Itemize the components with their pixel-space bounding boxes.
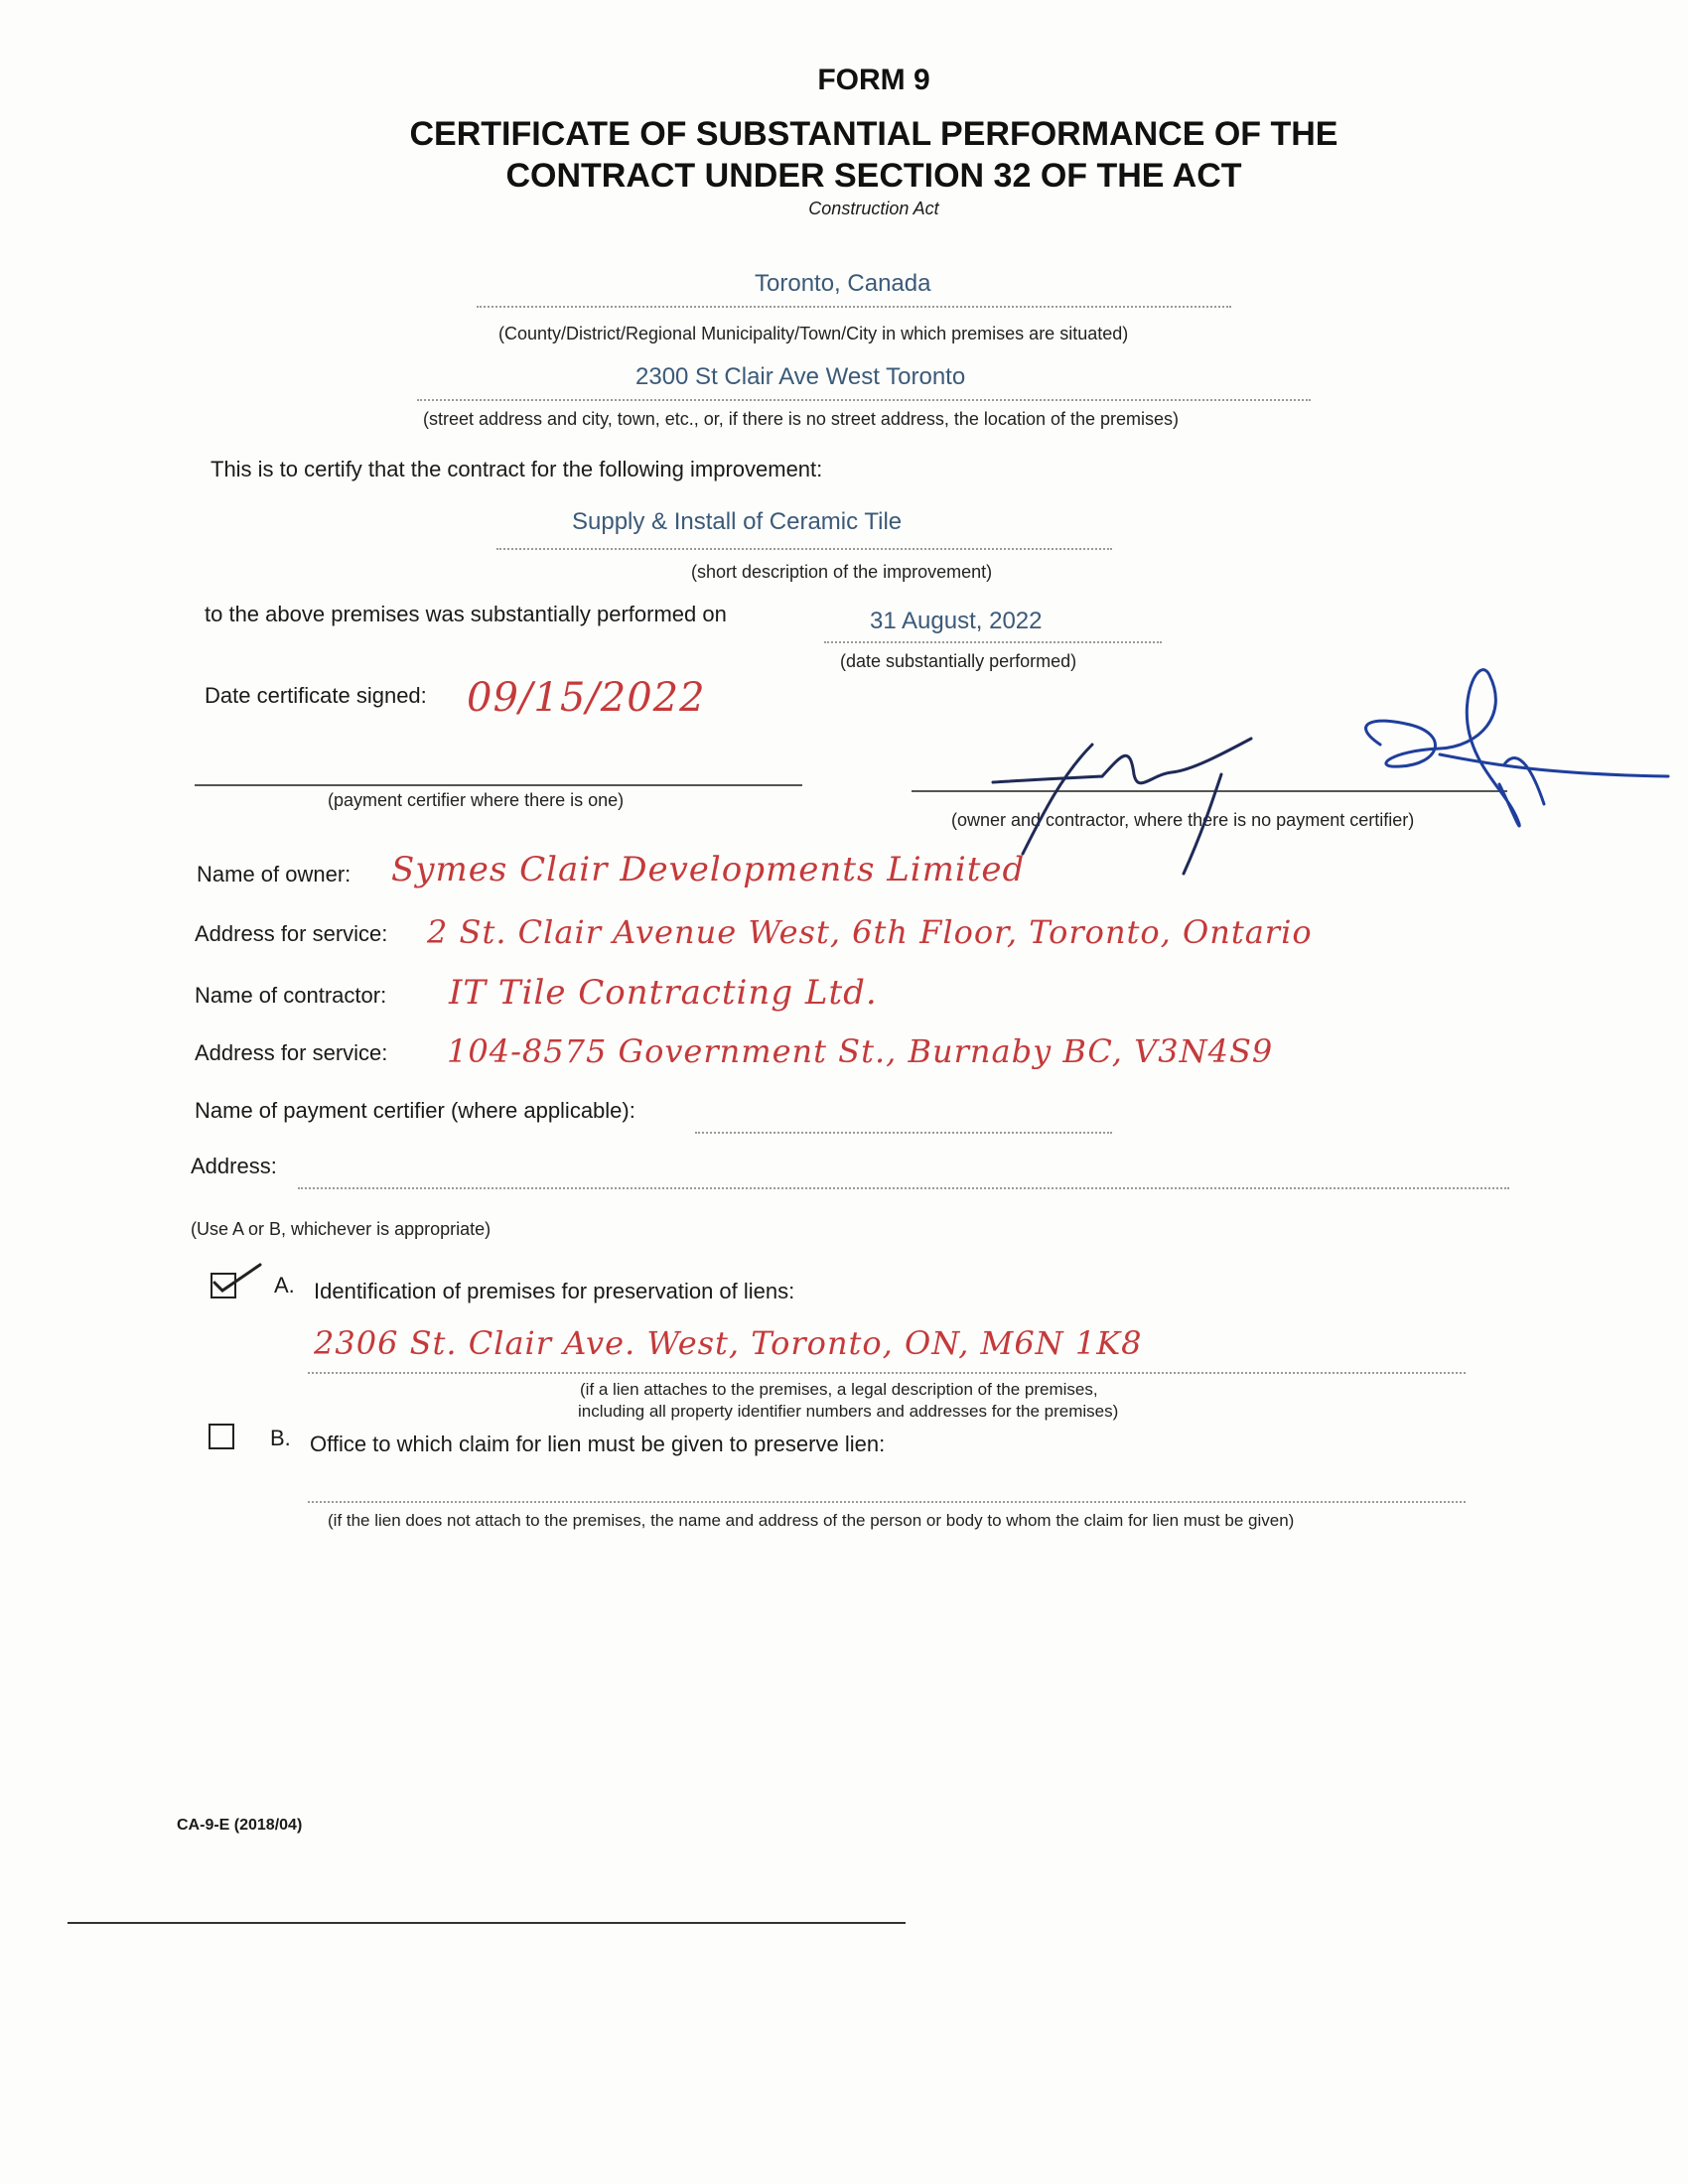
owner-name-label: Name of owner:: [197, 862, 352, 887]
contractor-address-value: 104-8575 Government St., Burnaby BC, V3N4S9: [447, 1032, 1274, 1070]
form-title-line-1: CERTIFICATE OF SUBSTANTIAL PERFORMANCE OF THE: [409, 115, 1338, 153]
performed-label: to the above premises was substantially performed on: [205, 602, 727, 626]
form-code: CA-9-E (2018/04): [177, 1817, 303, 1834]
option-a-line: [308, 1372, 1466, 1374]
street-address-line: [417, 399, 1311, 401]
option-a-caption-1: (if a lien attaches to the premises, a legal description of the premises,: [580, 1380, 1098, 1399]
certifier-signature-line: [195, 784, 802, 786]
option-a-label: Identification of premises for preservation of liens:: [314, 1279, 795, 1303]
certifier-signature-caption: (payment certifier where there is one): [328, 790, 625, 810]
option-a-letter: A.: [274, 1273, 295, 1297]
contractor-name-value: IT Tile Contracting Ltd.: [449, 973, 878, 1013]
improvement-description: Supply & Install of Ceramic Tile: [572, 508, 903, 535]
check-mark-icon: [211, 1259, 266, 1300]
street-address-caption: (street address and city, town, etc., or, if there is no street address, the location of the premises): [423, 409, 1180, 429]
contractor-signature: [1291, 655, 1688, 854]
form-number: FORM 9: [817, 64, 930, 96]
municipality-line: [477, 306, 1231, 308]
performed-date-caption: (date substantially performed): [840, 651, 1077, 671]
option-b-caption: (if the lien does not attach to the premises, the name and address of the person or body to whom the claim for lien must be given): [328, 1511, 1295, 1530]
municipality-caption: (County/District/Regional Municipality/Town/City in which premises are situated): [498, 324, 1129, 343]
improvement-line: [496, 548, 1112, 550]
performed-date: 31 August, 2022: [870, 608, 1043, 634]
payment-certifier-address-line: [298, 1187, 1509, 1189]
improvement-caption: (short description of the improvement): [691, 562, 993, 582]
signed-date-value: 09/15/2022: [467, 675, 706, 721]
street-address-value: 2300 St Clair Ave West Toronto: [635, 363, 966, 390]
owner-signature-caption: (owner and contractor, where there is no payment certifier): [951, 810, 1415, 830]
contractor-name-label: Name of contractor:: [195, 983, 387, 1008]
certify-intro: This is to certify that the contract for the following improvement:: [211, 457, 823, 481]
owner-name-value: Symes Clair Developments Limited: [391, 850, 1026, 889]
option-b-label: Office to which claim for lien must be given to preserve lien:: [310, 1432, 886, 1456]
act-name: Construction Act: [808, 199, 939, 218]
option-a-value: 2306 St. Clair Ave. West, Toronto, ON, M6N 1K8: [314, 1324, 1143, 1362]
options-note: (Use A or B, whichever is appropriate): [191, 1219, 492, 1239]
municipality-value: Toronto, Canada: [755, 270, 931, 297]
payment-certifier-line: [695, 1132, 1112, 1134]
payment-certifier-label: Name of payment certifier (where applicable):: [195, 1098, 635, 1123]
performed-date-line: [824, 641, 1162, 643]
footer-rule: [68, 1922, 906, 1924]
option-b-letter: B.: [270, 1426, 291, 1450]
contractor-address-label: Address for service:: [195, 1040, 388, 1065]
payment-certifier-address-label: Address:: [191, 1154, 277, 1178]
option-b-checkbox[interactable]: [209, 1424, 234, 1449]
option-a-caption-2: including all property identifier numbers and addresses for the premises): [578, 1402, 1119, 1421]
form-title-line-2: CONTRACT UNDER SECTION 32 OF THE ACT: [505, 157, 1242, 195]
signed-date-label: Date certificate signed:: [205, 683, 427, 708]
option-b-line: [308, 1501, 1466, 1503]
owner-address-value: 2 St. Clair Avenue West, 6th Floor, Toronto, Ontario: [427, 913, 1313, 951]
owner-address-label: Address for service:: [195, 921, 388, 946]
